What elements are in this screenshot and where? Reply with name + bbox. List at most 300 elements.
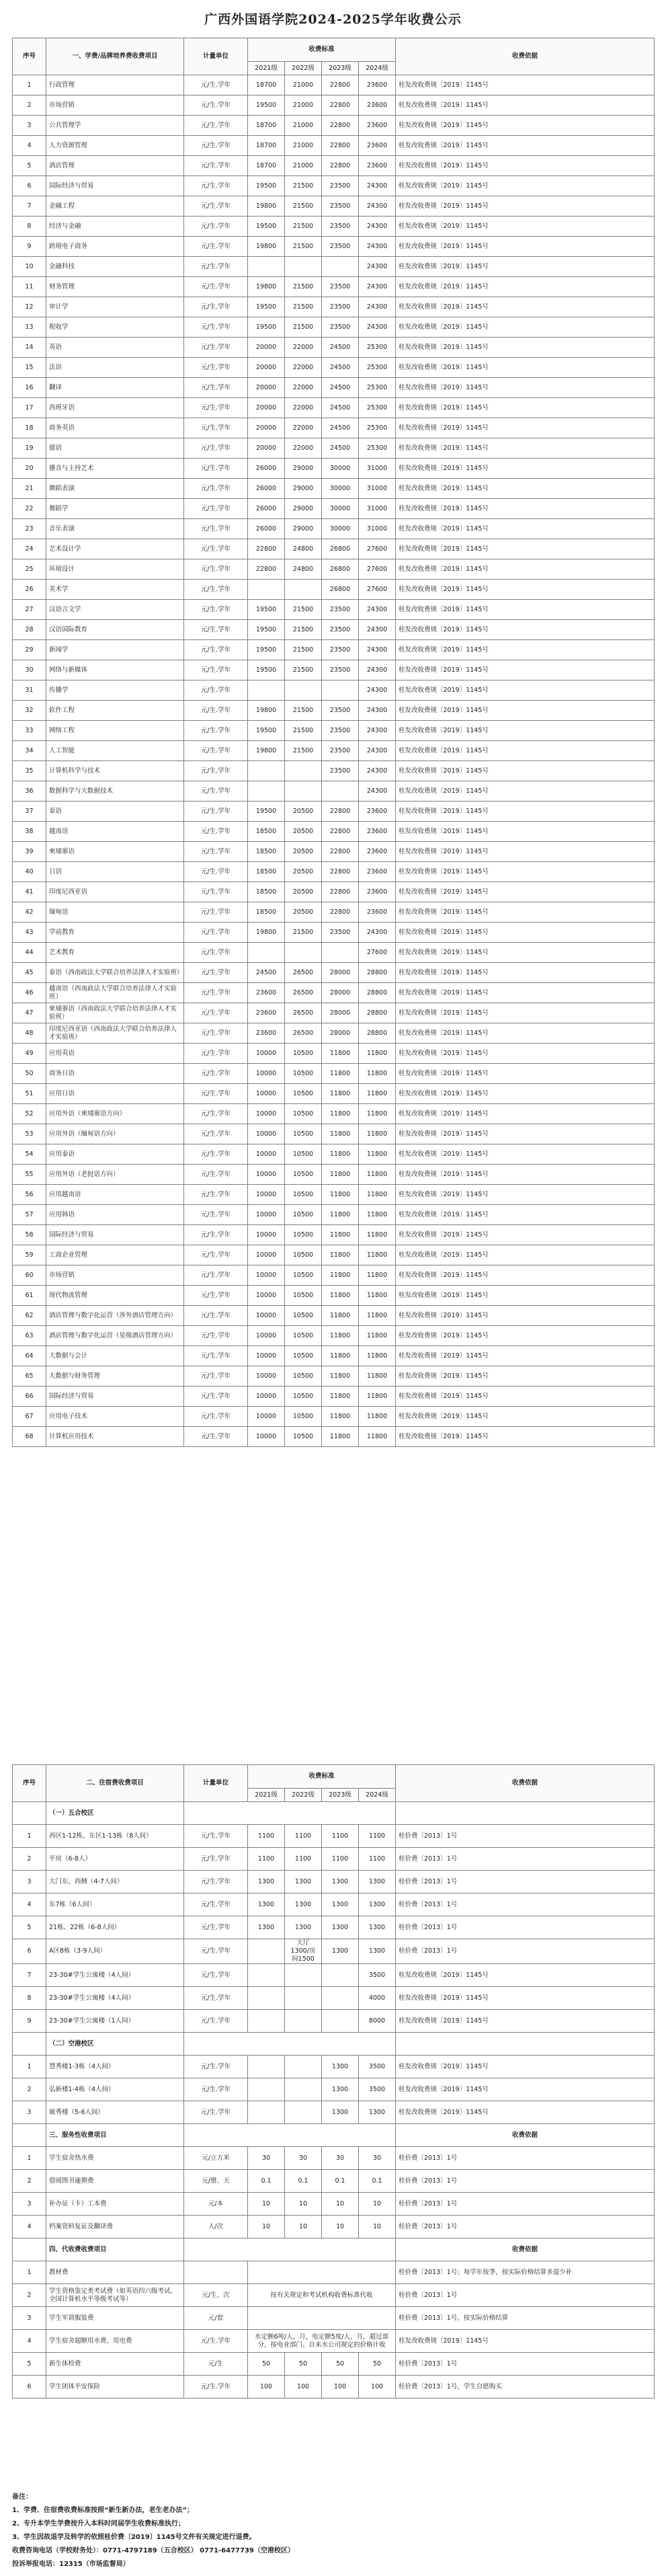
fee-y2022: 21500 [285,237,322,257]
row-number: 11 [13,277,46,297]
fee-y2021: 1300 [248,1871,285,1894]
unit-cell: 元/生.学年 [184,418,248,438]
fee-y2023: 11800 [322,1427,359,1447]
fee-y2021: 20000 [248,438,285,459]
row-number: 38 [13,822,46,842]
tuition-row [13,398,655,418]
item-name: 现代物流管理 [46,1286,184,1306]
fee-y2022: 1100 [285,1825,322,1848]
fee-y2022 [285,257,322,277]
fee-y2021 [248,2010,285,2033]
fee-y2024: 11800 [359,1205,396,1225]
fee-span: 水定额6吨/人，月，电定额5度/人，月，超过部分，按电业部门、自来水公司规定的价格计收 [248,2330,396,2353]
fee-y2024: 27600 [359,943,396,963]
fee-y2021 [248,761,285,781]
fee-y2024: 11800 [359,1165,396,1185]
row-number: 43 [13,923,46,943]
row-number: 1 [13,2147,46,2170]
header-year-2021: 2021级 [248,62,285,75]
item-name: 借阅图书逾期费 [46,2170,184,2193]
row-number: 67 [13,1407,46,1427]
unit-cell: 元/生、次 [184,2284,248,2307]
item-name: 学生军训服装费 [46,2307,184,2330]
tuition-row [13,499,655,519]
unit-cell: 元/生.学年 [184,499,248,519]
section-label: 三、服务性收费项目 [46,2124,184,2147]
fee-y2024: 23600 [359,156,396,176]
unit-cell [184,2261,248,2284]
basis-cell: 桂发改收费规〔2019〕1145号 [396,1084,655,1104]
fee-y2023: 26800 [322,580,359,600]
fee-y2024: 11800 [359,1144,396,1165]
item-name: 财务管理 [46,277,184,297]
fee-y2021: 10000 [248,1084,285,1104]
basis-cell: 桂发改收费规〔2019〕1145号 [396,1023,655,1044]
item-name: 补办证（卡）工本费 [46,2193,184,2216]
section-filler [184,1802,396,1825]
item-name: 应用日语 [46,1084,184,1104]
fee-y2022: 0.1 [285,2170,322,2193]
item-name: 西班牙语 [46,398,184,418]
unit-cell: 元/生.学年 [184,196,248,217]
fee-y2024: 23600 [359,822,396,842]
tuition-row [13,741,655,761]
fee-y2022: 22000 [285,438,322,459]
basis-cell: 桂发改收费规〔2019〕1145号 [396,862,655,882]
tuition-row [13,1044,655,1064]
fee-y2023: 11800 [322,1366,359,1387]
basis-cell: 桂发改收费规〔2019〕1145号 [396,802,655,822]
row-number: 6 [13,176,46,196]
fee-y2023: 11800 [322,1044,359,1064]
unit-cell: 元/生.学年 [184,1964,248,1987]
fee-y2024: 23600 [359,862,396,882]
fee-y2021: 23600 [248,1003,285,1023]
basis-cell: 桂发改收费规〔2019〕1145号 [396,196,655,217]
header2-no: 序号 [13,1765,46,1802]
fee-y2022: 10500 [285,1346,322,1366]
header-no: 序号 [13,38,46,75]
header2-year-2021: 2021级 [248,1789,285,1802]
item-name: 金融科技 [46,257,184,277]
unit-cell: 元/生.学年 [184,459,248,479]
fee-y2023 [322,257,359,277]
basis-cell: 桂发改收费规〔2019〕1145号 [396,1165,655,1185]
basis-cell: 桂发改收费规〔2019〕1145号 [396,721,655,741]
basis-cell: 桂发改收费规〔2019〕1145号 [396,338,655,358]
fee-y2023: 23500 [322,297,359,317]
basis-cell: 桂发改收费规〔2019〕1145号 [396,1205,655,1225]
tuition-row [13,761,655,781]
item-name: 税收学 [46,317,184,338]
tuition-row [13,1387,655,1407]
fee-y2021: 18500 [248,822,285,842]
fee-y2022: 21500 [285,277,322,297]
row-number: 8 [13,217,46,237]
fee-y2022: 10500 [285,1407,322,1427]
unit-cell: 元/生.学年 [184,156,248,176]
fee-y2024: 27600 [359,539,396,559]
row-number: 7 [13,196,46,217]
row-number: 18 [13,418,46,438]
fee-y2024: 31000 [359,499,396,519]
fee-y2022: 21000 [285,156,322,176]
fee-y2021: 23600 [248,983,285,1003]
fee-y2022: 30 [285,2147,322,2170]
header-basis: 收费依据 [396,38,655,75]
fee-y2022: 10500 [285,1245,322,1265]
collect-fee-header [13,2238,655,2261]
item-name: 敏秀楼（5-6人间） [46,2101,184,2124]
unit-cell: 元/生.学年 [184,842,248,862]
item-name: 播音与主持艺术 [46,459,184,479]
page-title: 广西外国语学院2024-2025学年收费公示 [204,12,462,27]
fee-y2021: 10000 [248,1165,285,1185]
fee-y2023: 11800 [322,1326,359,1346]
fee-y2024: 11800 [359,1225,396,1245]
fee-y2023: 11800 [322,1346,359,1366]
item-name: 英语 [46,338,184,358]
fee-y2021: 22800 [248,539,285,559]
service-fee-header [13,2124,655,2147]
unit-cell: 元/生.学年 [184,1084,248,1104]
fee-y2021: 19500 [248,721,285,741]
fee-y2021: 10000 [248,1064,285,1084]
basis-cell: 桂发改收费规〔2019〕1145号 [396,136,655,156]
tuition-row [13,378,655,398]
row-number: 4 [13,1894,46,1916]
header-section-1: 一、学费/品牌培养费收费项目 [46,38,184,75]
fee-y2022: 1100 [285,1848,322,1871]
row-number: 58 [13,1225,46,1245]
fee-y2023: 1300 [322,2101,359,2124]
fee-y2022: 21000 [285,136,322,156]
unit-cell: 元/生.学年 [184,1427,248,1447]
fee-y2023: 22800 [322,75,359,95]
row-number: 25 [13,559,46,580]
section-filler [184,2124,396,2147]
basis-cell: 桂发改收费规〔2019〕1145号 [396,297,655,317]
item-name: 柬埔寨语 [46,842,184,862]
fee-y2023: 28000 [322,1023,359,1044]
fee-y2024: 28800 [359,983,396,1003]
fee-y2024: 23600 [359,902,396,923]
basis-cell: 桂发改收费规〔2019〕1145号 [396,398,655,418]
basis-cell: 桂发改收费规〔2019〕1145号 [396,580,655,600]
fee-y2022 [285,680,322,701]
fee-y2024: 11800 [359,1387,396,1407]
basis-cell: 桂发改收费规〔2019〕1145号 [396,620,655,640]
header2-unit: 计量单位 [184,1765,248,1802]
fee-y2023: 28000 [322,963,359,983]
item-name: 法语 [46,358,184,378]
row-number: 7 [13,1964,46,1987]
item-name: 酒店管理与数字化运营（星级酒店管理方向） [46,1326,184,1346]
fee-y2023: 1100 [322,1848,359,1871]
tuition-row [13,438,655,459]
unit-cell: 元/生.学年 [184,237,248,257]
tuition-row [13,1003,655,1023]
fee-y2024: 11800 [359,1104,396,1124]
row-number: 24 [13,539,46,559]
basis-cell: 桂发改收费规〔2019〕1145号 [396,459,655,479]
section-basis-head: 收费依据 [396,2238,655,2261]
complaint-phone: 投诉举报电话：12315（市场监督局） [12,2561,130,2568]
fee-y2021: 26000 [248,519,285,539]
fee-y2024: 0.1 [359,2170,396,2193]
basis-cell: 桂发改收费规〔2019〕1145号 [396,358,655,378]
section-basis-blank [396,2033,655,2056]
item-name: 审计学 [46,297,184,317]
item-name: 学生宿舍热水费 [46,2147,184,2170]
item-name: 翻译 [46,378,184,398]
tuition-row [13,600,655,620]
basis-cell: 桂发改收费规〔2019〕1145号 [396,781,655,802]
basis-cell: 桂价费〔2013〕1号 [396,1825,655,1848]
item-name: 缅甸语 [46,902,184,923]
fee-y2022: 29000 [285,519,322,539]
tuition-row [13,1427,655,1447]
fee-y2023: 22800 [322,842,359,862]
basis-cell: 桂价费〔2013〕1号 [396,1848,655,1871]
basis-cell: 桂发改收费规〔2019〕1145号 [396,842,655,862]
row-number: 21 [13,479,46,499]
basis-cell: 桂发改收费规〔2019〕1145号 [396,2101,655,2124]
unit-cell: 元/本 [184,2193,248,2216]
fee-y2024: 11800 [359,1185,396,1205]
fee-y2022: 22000 [285,358,322,378]
fee-y2024: 11800 [359,1306,396,1326]
row-number: 3 [13,116,46,136]
unit-cell: 元/生.学年 [184,963,248,983]
tuition-row [13,963,655,983]
item-name: 汉语言文学 [46,600,184,620]
fee-y2024: 24300 [359,600,396,620]
tuition-row [13,680,655,701]
dorm-wuhe-row [13,1964,655,1987]
item-name: 经济与金融 [46,217,184,237]
fee-y2024: 24300 [359,781,396,802]
item-name: 越南语（西南政法大学联合培养法律人才实验班） [46,983,184,1003]
note-item: 3、学生因故退学及转学的依照桂价费〔2019〕1145号文件有关规定进行退费。 [12,2534,256,2541]
unit-cell: 元/生.学年 [184,358,248,378]
fee-y2024: 11800 [359,1064,396,1084]
fee-y2023 [322,1987,359,2010]
fee-y2024: 23600 [359,116,396,136]
fee-y2022: 20500 [285,902,322,923]
fee-y2021: 10000 [248,1144,285,1165]
basis-cell: 桂价费〔2013〕1号 [396,2216,655,2238]
fee-y2024: 24300 [359,701,396,721]
tuition-row [13,802,655,822]
header-year-2024: 2024级 [359,62,396,75]
fee-y2021: 10000 [248,1265,285,1286]
fee-y2021 [248,781,285,802]
unit-cell: 元/生.学年 [184,1987,248,2010]
fee-y2021: 19800 [248,923,285,943]
row-number: 49 [13,1044,46,1064]
fee-y2023: 1100 [322,1825,359,1848]
fee-y2022: 10500 [285,1165,322,1185]
item-name: 国际经济与贸易 [46,176,184,196]
basis-cell: 桂发改收费规〔2019〕1145号 [396,600,655,620]
fee-y2023: 10 [322,2216,359,2238]
fee-y2021 [248,2078,285,2101]
fee-y2023: 22800 [322,902,359,923]
tuition-row [13,217,655,237]
row-number: 2 [13,2078,46,2101]
item-name: 舞蹈学 [46,499,184,519]
fee-span [248,2261,396,2284]
fee-y2023: 22800 [322,862,359,882]
header-section-2: 二、住宿费收费项目 [46,1765,184,1802]
item-name: 人力资源管理 [46,136,184,156]
row-number: 20 [13,459,46,479]
unit-cell: 元/生.学年 [184,176,248,196]
fee-y2024: 24300 [359,721,396,741]
unit-cell: 元/生.学年 [184,1306,248,1326]
row-number: 62 [13,1306,46,1326]
item-name: 印度尼西亚语（西南政法大学联合培养法律人才实验班） [46,1023,184,1044]
fee-y2021: 19500 [248,297,285,317]
header2-year-2022: 2022级 [285,1789,322,1802]
fee-y2021: 1100 [248,1848,285,1871]
row-number: 65 [13,1366,46,1387]
tuition-row [13,1346,655,1366]
fee-y2024: 3500 [359,2056,396,2078]
tuition-row [13,1144,655,1165]
fee-y2024: 11800 [359,1044,396,1064]
item-name: 金融工程 [46,196,184,217]
basis-cell: 桂发改收费规〔2019〕1145号 [396,1964,655,1987]
fee-y2021: 1300 [248,1894,285,1916]
fee-y2021: 19500 [248,660,285,680]
item-name: 艺术设计学 [46,539,184,559]
fee-y2024: 24300 [359,761,396,781]
fee-y2021: 19800 [248,277,285,297]
item-name: 新闻学 [46,640,184,660]
item-name: 应用韩语 [46,1205,184,1225]
item-name: 泰语（西南政法大学联合培养法律人才实验班） [46,963,184,983]
fee-y2022: 26500 [285,1023,322,1044]
tuition-row [13,237,655,257]
row-number: 59 [13,1245,46,1265]
basis-cell: 桂发改收费规〔2019〕1145号 [396,1245,655,1265]
basis-cell: 桂发改收费规〔2019〕1145号 [396,1387,655,1407]
tuition-row [13,358,655,378]
section-basis-blank [396,1802,655,1825]
fee-y2024: 24300 [359,176,396,196]
basis-cell: 桂价费〔2013〕1号 [396,2193,655,2216]
row-number: 61 [13,1286,46,1306]
fee-y2024: 23600 [359,95,396,116]
basis-cell: 桂发改收费规〔2019〕1145号 [396,317,655,338]
unit-cell: 元/生.学年 [184,1916,248,1939]
fee-y2023: 22800 [322,95,359,116]
dorm-konggang-row [13,2056,655,2078]
basis-cell: 桂发改收费规〔2019〕1145号 [396,217,655,237]
item-name: 新生体检费 [46,2353,184,2376]
fee-y2023: 1300 [322,1871,359,1894]
fee-y2022: 21500 [285,701,322,721]
row-number: 60 [13,1265,46,1286]
fee-y2022: 29000 [285,459,322,479]
tuition-row [13,277,655,297]
header-unit: 计量单位 [184,38,248,75]
item-name: 档案资料复证及翻译费 [46,2216,184,2238]
row-number: 63 [13,1326,46,1346]
fee-y2022: 21000 [285,95,322,116]
fee-y2023: 24500 [322,338,359,358]
unit-cell: 元/生.学年 [184,1003,248,1023]
fee-y2024: 25300 [359,338,396,358]
tuition-row [13,1205,655,1225]
row-number: 10 [13,257,46,277]
item-name: 商务日语 [46,1064,184,1084]
fee-y2023 [322,781,359,802]
tuition-row [13,1185,655,1205]
fee-y2021 [248,580,285,600]
section-spacer [13,1802,46,1825]
row-number: 53 [13,1124,46,1144]
basis-cell: 桂发改收费规〔2019〕1145号 [396,943,655,963]
fee-y2024: 3500 [359,1964,396,1987]
item-name: 酒店管理 [46,156,184,176]
basis-cell: 桂发改收费规〔2019〕1145号 [396,1326,655,1346]
fee-y2024: 27600 [359,559,396,580]
fee-y2024: 23600 [359,842,396,862]
unit-cell: 元/册、天 [184,2170,248,2193]
fee-y2022: 21500 [285,217,322,237]
fee-y2021: 18500 [248,902,285,923]
fee-y2023: 11800 [322,1306,359,1326]
item-name: 应用外语（缅甸语方向） [46,1124,184,1144]
dorm-wuhe-row [13,1848,655,1871]
unit-cell: 元/生.学年 [184,600,248,620]
basis-cell: 桂发改收费规〔2019〕1145号 [396,1124,655,1144]
fee-y2023: 1300 [322,2078,359,2101]
item-name: 越南语 [46,822,184,842]
fee-y2021: 10000 [248,1387,285,1407]
fee-y2022: 24800 [285,559,322,580]
fee-y2021 [248,2056,285,2078]
basis-cell: 桂发改收费规〔2019〕1145号 [396,1407,655,1427]
tuition-row [13,317,655,338]
item-name: 应用泰语 [46,1144,184,1165]
row-number: 6 [13,2376,46,2398]
item-name: 酒店管理与数字化运营（涉外酒店管理方向） [46,1306,184,1326]
tuition-row [13,196,655,217]
row-number: 30 [13,660,46,680]
fee-y2023: 11800 [322,1225,359,1245]
unit-cell: 元/生.学年 [184,257,248,277]
fee-y2022: 10500 [285,1144,322,1165]
item-name: A区8栋（3-9人间） [46,1939,184,1964]
fee-y2024: 1300 [359,1916,396,1939]
tuition-row [13,640,655,660]
dorm-konggang-row [13,2101,655,2124]
fee-y2024: 31000 [359,459,396,479]
collect-fee-row [13,2330,655,2353]
fee-y2021: 18700 [248,75,285,95]
row-number: 33 [13,721,46,741]
note-item: 2、专升本学生学费按升入本科时同届学生收费标准执行； [12,2520,185,2528]
fee-y2024: 23600 [359,882,396,902]
fee-y2023: 24500 [322,378,359,398]
item-name: 大门东、西侧（4-7人间） [46,1871,184,1894]
item-name: 21栋、22栋（6-8人间） [46,1916,184,1939]
item-name: 计算机应用技术 [46,1427,184,1447]
